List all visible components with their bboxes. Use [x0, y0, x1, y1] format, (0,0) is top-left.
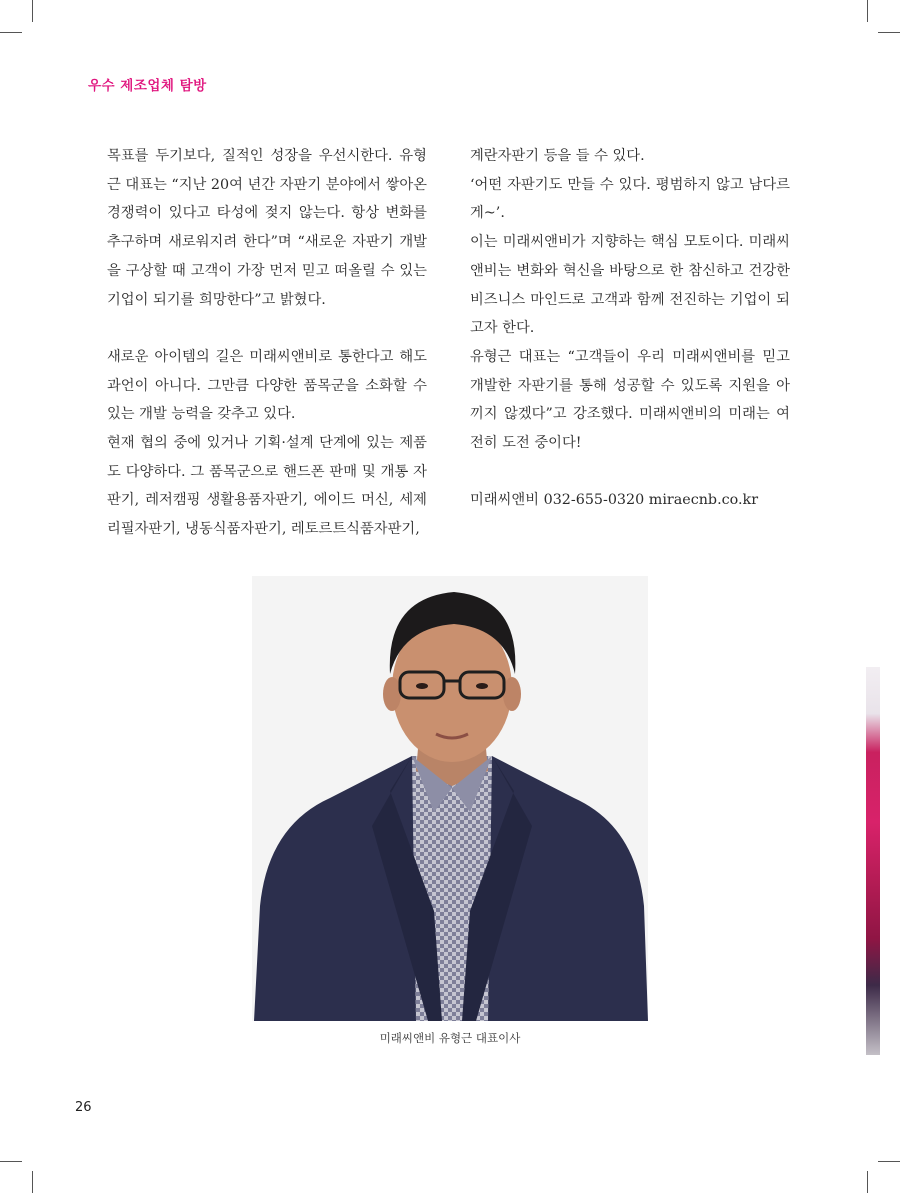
article-paragraph: 계란자판기 등을 들 수 있다. — [470, 148, 645, 164]
article-paragraph: 목표를 두기보다, 질적인 성장을 우선시한다. 유형근 대표는 “지난 20여 년간 자판기 분야에서 쌓아온 경쟁력이 있다고 타성에 젖지 않는다. 항상 변화를 추구하며 새로워지려 한다”며 “새로운 자판기 개발을 구상할 때 고객이 가장 먼저 믿고 떠올릴 수 있는 기업이 되기를 희망한다”고 밝혔다. — [107, 148, 427, 308]
crop-mark — [32, 0, 33, 22]
article-paragraph: 현재 협의 중에 있거나 기획·설계 단계에 있는 제품도 다양하다. 그 품목군으로 핸드폰 판매 및 개통 자판기, 레저캠핑 생활용품자판기, 에이드 머신, 세제 리필자판기, 냉동식품자판기, 레토르트식품자판기, — [107, 435, 427, 538]
paragraph-gap — [470, 458, 790, 487]
crop-mark — [878, 32, 900, 33]
crop-mark — [867, 0, 868, 22]
ceo-portrait-photo — [252, 576, 648, 1021]
article-paragraph: 유형근 대표는 “고객들이 우리 미래씨앤비를 믿고 개발한 자판기를 통해 성공할 수 있도록 지원을 아끼지 않겠다”고 강조했다. 미래씨앤비의 미래는 여전히 도전 중이다! — [470, 348, 790, 452]
crop-mark — [867, 1171, 868, 1193]
crop-mark — [32, 1171, 33, 1193]
contact-line: 미래씨앤비 032-655-0320 miraecnb.co.kr — [470, 492, 759, 509]
article-paragraph: 새로운 아이템의 길은 미래씨앤비로 통한다고 해도 과언이 아니다. 그만큼 다양한 품목군을 소화할 수 있는 개발 능력을 갖추고 있다. — [107, 348, 427, 423]
paragraph-gap — [107, 314, 427, 343]
article-paragraph: 이는 미래씨앤비가 지향하는 핵심 모토이다. 미래씨앤비는 변화와 혁신을 바탕으로 한 참신하고 건강한 비즈니스 마인드로 고객과 함께 전진하는 기업이 되고자 한다. — [470, 234, 790, 337]
crop-mark — [0, 1161, 22, 1162]
crop-mark — [0, 32, 22, 33]
page-number: 26 — [75, 1100, 92, 1115]
section-label: 우수 제조업체 탐방 — [88, 78, 207, 94]
article-left-column — [107, 142, 427, 544]
article-paragraph: ‘어떤 자판기도 만들 수 있다. 평범하지 않고 남다르게~’. — [470, 176, 790, 222]
photo-caption: 미래씨앤비 유형근 대표이사 — [379, 1031, 521, 1045]
portrait-illustration — [252, 576, 648, 1021]
crop-mark — [878, 1161, 900, 1162]
article-right-column — [470, 142, 790, 515]
adjacent-page-edge-image — [866, 667, 880, 1055]
